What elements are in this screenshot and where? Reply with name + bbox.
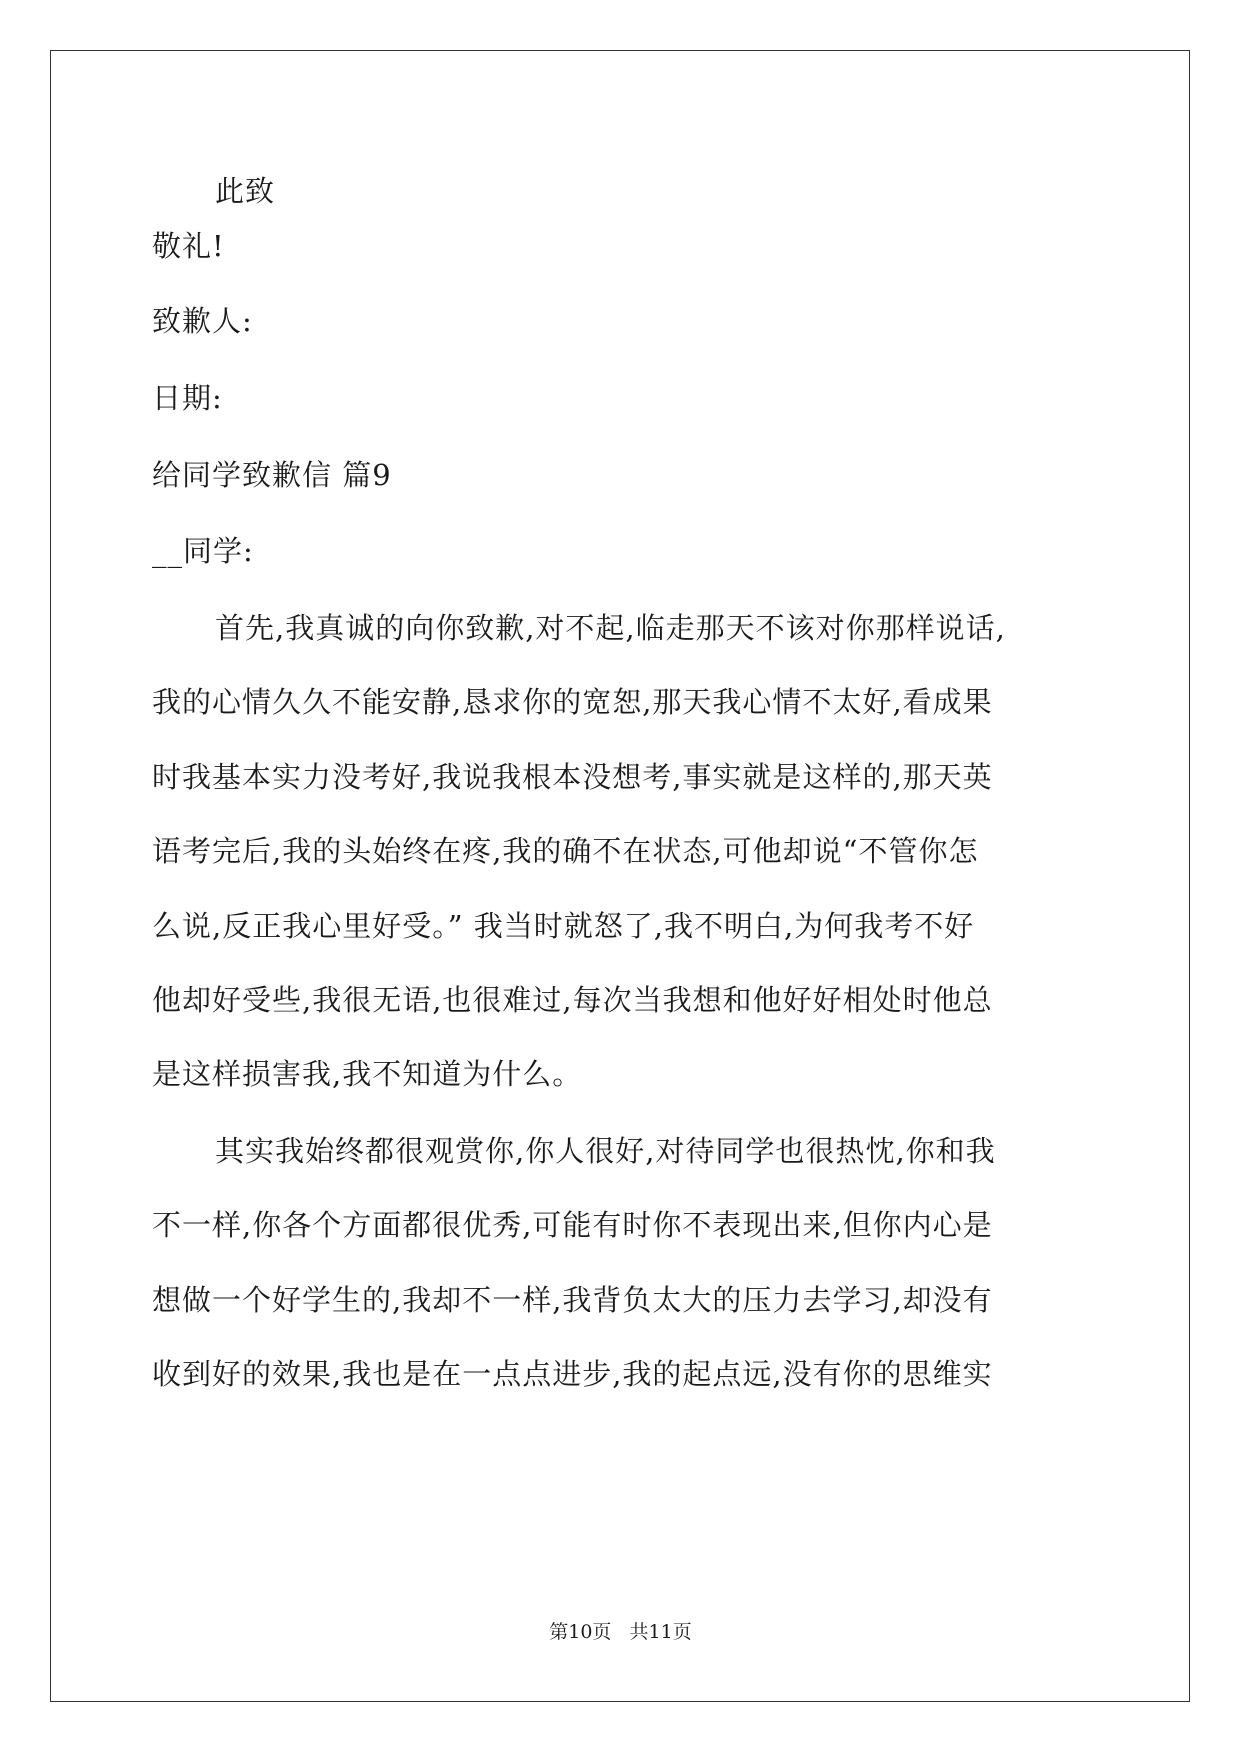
- paragraph-line: 我的心情久久不能安静,恳求你的宽恕,那天我心情不太好,看成果: [152, 685, 993, 719]
- section-title: 给同学致歉信 篇9: [152, 458, 392, 492]
- paragraph-line: 收到好的效果,我也是在一点点进步,我的起点远,没有你的思维实: [152, 1357, 993, 1391]
- paragraph-line: 想做一个好学生的,我却不一样,我背负太大的压力去学习,却没有: [152, 1283, 993, 1317]
- date-label: 日期:: [152, 381, 223, 415]
- paragraph-line: 是这样损害我,我不知道为什么。: [152, 1057, 583, 1091]
- signer-label: 致歉人:: [152, 304, 253, 338]
- recipient-line: __同学:: [152, 534, 254, 568]
- salute-text: 敬礼!: [152, 229, 225, 263]
- paragraph-line: 他却好受些,我很无语,也很难过,每次当我想和他好好相处时他总: [152, 983, 993, 1017]
- paragraph-line: 么说,反正我心里好受。” 我当时就怒了,我不明白,为何我考不好: [152, 909, 975, 943]
- paragraph-line: 不一样,你各个方面都很优秀,可能有时你不表现出来,但你内心是: [152, 1208, 993, 1242]
- paragraph-line: 首先,我真诚的向你致歉,对不起,临走那天不该对你那样说话,: [215, 611, 1006, 645]
- paragraph-line: 时我基本实力没考好,我说我根本没想考,事实就是这样的,那天英: [152, 760, 993, 794]
- page-number-footer: 第10页 共11页: [549, 1621, 692, 1643]
- paragraph-line: 其实我始终都很观赏你,你人很好,对待同学也很热忱,你和我: [215, 1134, 996, 1168]
- paragraph-line: 语考完后,我的头始终在疼,我的确不在状态,可他却说“不管你怎: [152, 834, 979, 868]
- closing-text: 此致: [215, 174, 276, 208]
- page-frame: [50, 50, 1190, 1702]
